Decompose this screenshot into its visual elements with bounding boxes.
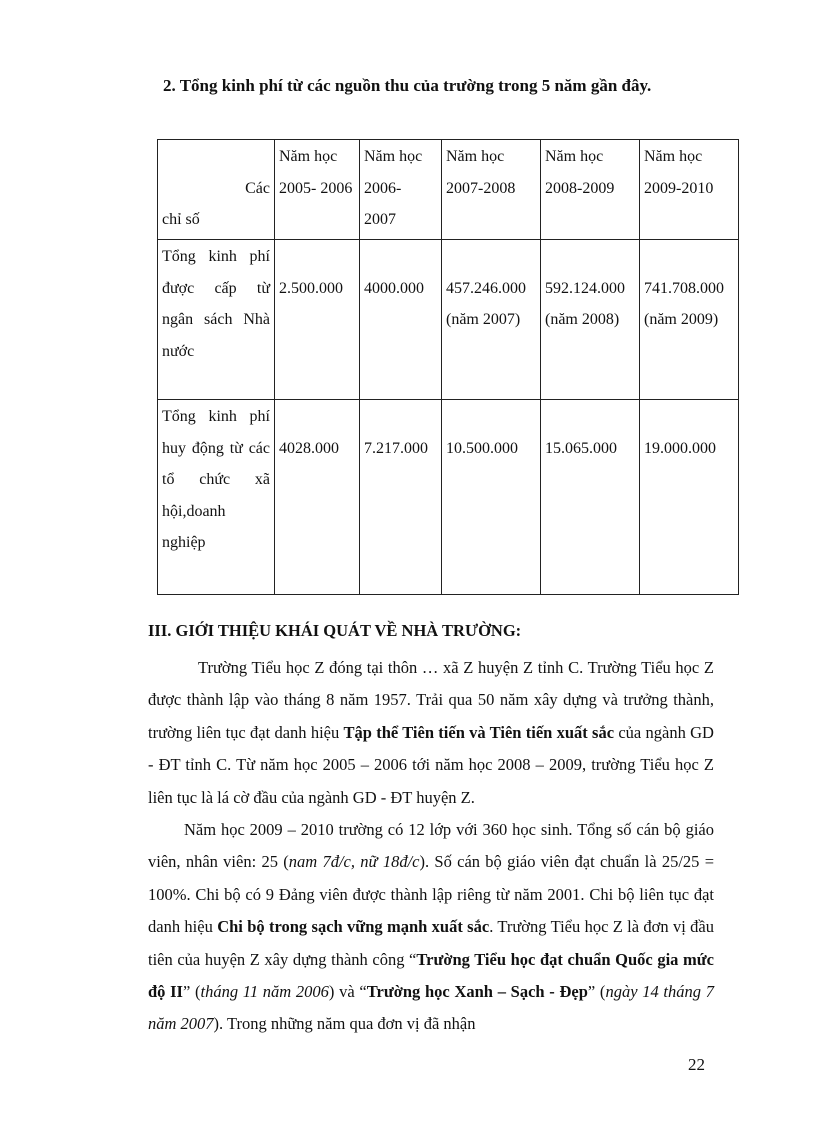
text-run: ” ( — [182, 982, 201, 1002]
year-header-2 — [360, 140, 442, 240]
year-header-1 — [275, 140, 360, 240]
row-label-mobilized-funds: Tổng kinh phí huy động từ các tổ chức xã hội,doanh nghiệp — [158, 400, 275, 595]
bold-text: Chi bộ trong sạch vững mạnh xuất sắc — [217, 917, 490, 937]
table-cell — [640, 400, 739, 595]
table-cell — [640, 240, 739, 400]
section-2-heading: 2. Tổng kinh phí từ các nguồn thu của trường trong 5 năm gần đây. — [163, 76, 652, 95]
year-label: Năm học — [279, 148, 338, 165]
cell-value: 457.246.000 — [446, 279, 526, 297]
corner-label-bottom: chỉ số — [162, 211, 200, 228]
text-run: . Trường Tiểu học Z là đơn vị đầu tiên của huyện Z xây dựng thành công “ — [148, 917, 715, 969]
year-range: 2009-2010 — [644, 179, 714, 197]
page-number: 22 — [688, 1055, 705, 1074]
bold-text: Trường học Xanh – Sạch - Đẹp — [366, 982, 588, 1002]
year-range: 2008-2009 — [545, 179, 615, 197]
year-label: Năm học — [644, 148, 703, 165]
table-cell — [275, 400, 360, 595]
intro-paragraph-2 — [148, 814, 714, 1041]
table-cell — [442, 240, 541, 400]
text-run: ). Số cán bộ giáo viên đạt chuẩn là 25/25 = 100%. Chi bộ có 9 Đảng viên được thành lập riêng từ năm 2001. Chi bộ liên tục đạt danh hiệu — [148, 852, 715, 937]
cell-note: (năm 2007) — [446, 311, 521, 328]
cell-value: 7.217.000 — [364, 439, 428, 457]
year-header-3 — [442, 140, 541, 240]
section-3-heading: III. GIỚI THIỆU KHÁI QUÁT VỀ NHÀ TRƯỜNG: — [148, 621, 522, 640]
row-label-state-budget: Tổng kinh phí được cấp từ ngân sách Nhà nước — [158, 240, 275, 400]
text-run: ” ( — [587, 982, 606, 1002]
corner-label-top: Các — [245, 179, 270, 197]
cell-value: 592.124.000 — [545, 279, 625, 297]
cell-value: 4000.000 — [364, 279, 424, 297]
italic-text: nam 7đ/c, nữ 18đ/c — [288, 852, 420, 872]
italic-text: ngày 14 tháng 7 năm 2007 — [148, 982, 714, 1034]
year-range: 2007-2008 — [446, 179, 516, 197]
cell-value: 2.500.000 — [279, 279, 343, 297]
cell-value: 4028.000 — [279, 439, 339, 457]
year-header-4 — [541, 140, 640, 240]
table-cell — [541, 400, 640, 595]
year-header-5 — [640, 140, 739, 240]
year-label: Năm học — [364, 148, 423, 165]
cell-value: 15.065.000 — [545, 439, 617, 457]
table-header-row — [158, 140, 739, 240]
bold-text: Trường Tiểu học đạt chuẩn Quốc gia mức độ II — [148, 949, 714, 1002]
text-run: Năm học 2009 – 2010 trường có 12 lớp với 360 học sinh. Tổng số cán bộ giáo viên, nhân viên: 25 ( — [148, 820, 714, 872]
cell-note: (năm 2009) — [644, 311, 719, 328]
funding-table — [157, 139, 739, 595]
table-row — [158, 240, 739, 400]
year-range: 2005- 2006 — [279, 179, 353, 197]
cell-value: 19.000.000 — [644, 439, 716, 457]
cell-value: 741.708.000 — [644, 279, 724, 297]
table-cell — [360, 240, 442, 400]
text-run: ). Trong những năm qua đơn vị đã nhận — [213, 1014, 476, 1034]
text-run: của ngành GD - ĐT tỉnh C. Từ năm học 2005 – 2006 tới năm học 2008 – 2009, trường Tiểu học Z liên tục là lá cờ đầu của ngành GD - ĐT huyện Z. — [148, 722, 714, 807]
text-run: ) và “ — [328, 982, 367, 1002]
bold-text: Tập thể Tiên tiến và Tiên tiến xuất sắc — [343, 722, 615, 742]
table-cell — [360, 400, 442, 595]
cell-note: (năm 2008) — [545, 311, 620, 328]
intro-paragraph-1 — [148, 652, 714, 814]
cell-value: 10.500.000 — [446, 439, 518, 457]
table-cell — [442, 400, 541, 595]
year-label: Năm học — [446, 148, 505, 165]
year-range: 2006- 2007 — [364, 179, 402, 228]
year-label: Năm học — [545, 148, 604, 165]
text-run: Trường Tiểu học Z đóng tại thôn … xã Z huyện Z tỉnh C. Trường Tiểu học Z được thành lập vào tháng 8 năm 1957. Trải qua 50 năm xây dựng và trưởng thành, trường liên tục đạt danh hiệu — [148, 658, 714, 742]
italic-text: tháng 11 năm 2006 — [200, 982, 329, 1002]
table-cell — [275, 240, 360, 400]
table-cell — [541, 240, 640, 400]
table-row — [158, 400, 739, 595]
corner-cell — [158, 140, 275, 240]
